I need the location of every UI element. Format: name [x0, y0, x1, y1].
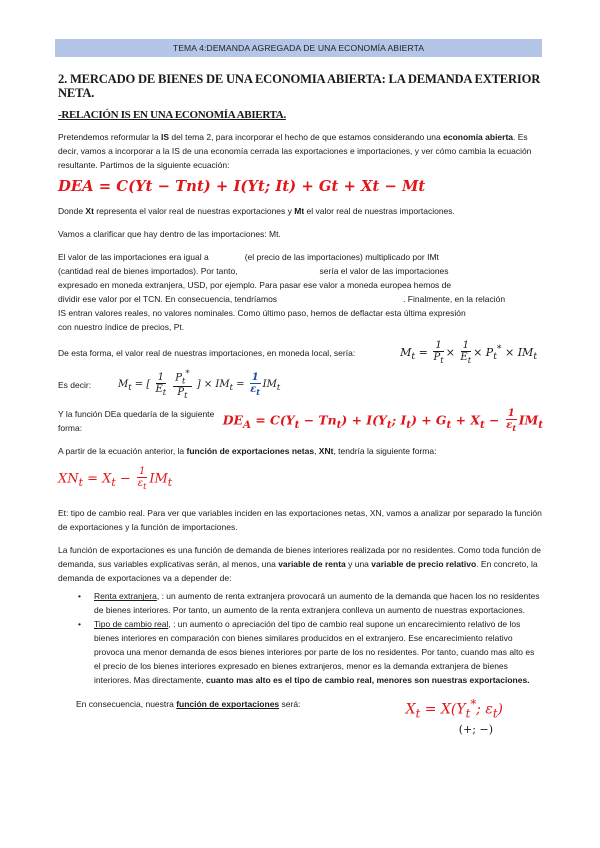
net-exports-paragraph: A partir de la ecuación anterior, la función de exportaciones netas, XNt, tendría la siguiente forma: [58, 446, 437, 457]
imports-paragraph: El valor de las importaciones era igual a (el precio de las importaciones) multiplicado por IMt (cantidad real de bienes importados). Por tanto, sería el valor de las importaciones expresado en moneda extranjera, USD, por ejemplo. Para pasar ese valor a moneda europea hemos de dividir ese valor por el TCN. En consecuencia, tendríamos . Finalmente, en la relación IS entran valores reales, no valores nominales. Como último paso, hemos de deflactar esta última expresión con nuestro índice de precios, Pt. [58, 252, 506, 332]
document-body [58, 72, 543, 736]
list-item: • Tipo de cambio real, : un aumento o apreciación del tipo de cambio real supone un encarecimiento relativo de los bienes interiores en comparación con bienes similares producidos en el extranjero. Ese encarecimiento relativo provoca una menor demanda de esos bienes interiores por parte de los no residentes. Por tanto, cuando mas alto es el precio de los bienes interiores expresado en bienes extranjeros, menor es la demanda extranjera de bienes interiores. Mas directamente, cuanto mas alto es el tipo de cambio real, menores son nuestras exportaciones. [78, 619, 535, 686]
equation-x-sign: (+; −) [458, 722, 493, 736]
xt-mt-paragraph: Donde Xt representa el valor real de nuestras exportaciones y Mt el valor real de nuestras importaciones. [58, 206, 455, 216]
real-imports-text: De esta forma, el valor real de nuestras importaciones, en moneda local, sería: [58, 348, 356, 358]
mt-formula: $M_t$ = $\frac{1}{P_t}$ × $\frac{1}{E_t}$ × $P_t^* \times IM_t$ [400, 340, 537, 365]
equation-x: $X_t = X(Y_t^*$; $\varepsilon_t$) [405, 697, 503, 721]
clarify-paragraph: Vamos a clarificar que hay dentro de las importaciones: Mt. [58, 229, 281, 239]
mt-simplified-formula: $M_t$ = [ $\frac{1}{E_t}$ $\frac{P_t^*}{P_t}$ ] × $IM_t$ = $\frac{1}{\varepsilon_t}$ $IM_t$ [118, 368, 281, 401]
intro-paragraph: Pretendemos reformular la IS del tema 2, para incorporar el hecho de que estamos considerando una economía abierta. Es decir, vamos a incorporar a la IS de una economía cerrada las exportaciones e importaciones, y ver cómo cambia la ecuación resultante. Partimos de la siguiente ecuación: [58, 132, 532, 170]
export-function-text: En consecuencia, nuestra función de exportaciones será: [76, 699, 301, 710]
real-imports-row [58, 340, 543, 366]
section-title: 2. MERCADO DE BIENES DE UNA ECONOMIA ABIERTA: LA DEMANDA EXTERIOR NETA. [58, 72, 541, 100]
export-function-row [58, 697, 543, 735]
equation-xn: $XN_t = X_t$ − $\frac{1}{\varepsilon_t}$ $IM_t$ [58, 466, 173, 492]
bullet-icon: • [78, 591, 81, 602]
esdecir-row [58, 368, 543, 401]
determinants-list [58, 589, 543, 687]
list-item: • Renta extranjera, : un aumento de renta extranjera provocará un aumento de la demanda que hacen los no residentes de bienes interiores. Por tanto, un aumento de la renta extranjera conlleva un aumento de nuestras exportaciones. [78, 591, 540, 616]
dea-function-text: Y la función DEa quedaría de la siguiente forma: [58, 409, 215, 434]
header-banner: TEMA 4:DEMANDA AGREGADA DE UNA ECONOMÍA ABIERTA [55, 39, 542, 57]
equation-dea: DEA = C(Yt − Tnt) + I(Yt; It) + Gt + Xt − Mt [58, 178, 426, 195]
et-paragraph: Et: tipo de cambio real. Para ver que variables inciden en las exportaciones netas, XN, vamos a analizar por separado la función de exportaciones y la función de importaciones. [58, 508, 542, 533]
bullet-icon: • [78, 619, 81, 630]
dea-function-row [58, 407, 543, 435]
equation-dea-full: $DE_A = C(Y_t - Tn_t) + I(Y_t$; $I_t) + G_t + X_t$ − $\frac{1}{\varepsilon_t}$ $IM_t$ [222, 408, 543, 434]
esdecir-text: Es decir: [58, 379, 92, 390]
section-subtitle: -RELACIÓN IS EN UNA ECONOMÍA ABIERTA. [58, 109, 286, 121]
demand-paragraph: La función de exportaciones es una función de demanda de bienes interiores realizada por no residentes. Como toda función de demanda, sus variables explicativas serán, al menos, una variable de renta y una variable de precio relativo. En concreto, la demanda de exportaciones va a depender de: [58, 545, 541, 584]
